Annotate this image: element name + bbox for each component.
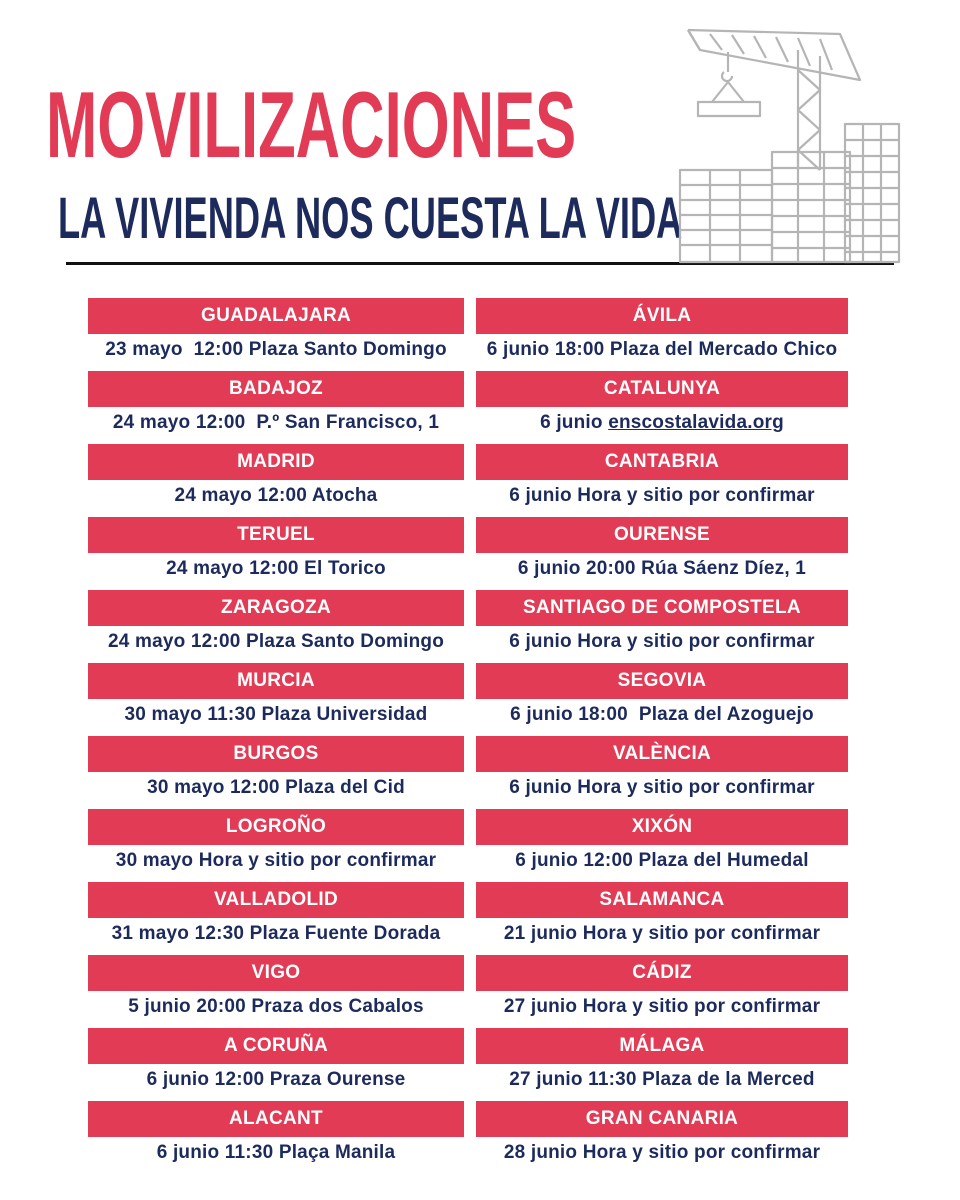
event-item: [476, 590, 848, 663]
event-detail: 27 junio Hora y sitio por confirmar: [503, 996, 821, 1017]
event-detail: 23 mayo 12:00 Plaza Santo Domingo: [105, 339, 447, 360]
event-item: [88, 590, 464, 663]
city-header: CÁDIZ: [476, 955, 848, 991]
event-detail: 6 junio Hora y sitio por confirmar: [509, 631, 815, 652]
event-item: [88, 955, 464, 1028]
event-detail: 30 mayo Hora y sitio por confirmar: [115, 850, 437, 871]
event-item: [88, 663, 464, 736]
city-header: GUADALAJARA: [88, 298, 464, 334]
poster-subtitle: LA VIVIENDA NOS CUESTA LA VIDA: [58, 186, 683, 251]
event-detail: 24 mayo 12:00 Atocha: [174, 485, 378, 506]
city-header: VIGO: [88, 955, 464, 991]
city-header: VALÈNCIA: [476, 736, 848, 772]
event-detail: 24 mayo 12:00 P.º San Francisco, 1: [112, 412, 440, 433]
website-link[interactable]: enscostalavida.org: [608, 412, 784, 433]
event-item: [88, 1028, 464, 1101]
event-detail: 28 junio Hora y sitio por confirmar: [503, 1142, 821, 1163]
city-header: ZARAGOZA: [88, 590, 464, 626]
event-date: 6 junio: [540, 412, 609, 433]
city-header: BADAJOZ: [88, 371, 464, 407]
event-item: [88, 517, 464, 590]
poster-title: MOVILIZACIONES: [46, 72, 577, 177]
event-item: [476, 298, 848, 371]
event-detail: 24 mayo 12:00 Plaza Santo Domingo: [107, 631, 445, 652]
event-item: [476, 1101, 848, 1174]
city-header: SANTIAGO DE COMPOSTELA: [476, 590, 848, 626]
city-header: SEGOVIA: [476, 663, 848, 699]
event-detail: 6 junio 20:00 Rúa Sáenz Díez, 1: [517, 558, 807, 579]
event-detail: 6 junio 11:30 Plaça Manila: [156, 1142, 396, 1163]
events-left-column: [88, 298, 464, 1174]
city-header: TERUEL: [88, 517, 464, 553]
city-header: MURCIA: [88, 663, 464, 699]
event-item: [476, 663, 848, 736]
city-header: ÁVILA: [476, 298, 848, 334]
event-item: [476, 955, 848, 1028]
event-item: [88, 371, 464, 444]
event-detail: 6 junio Hora y sitio por confirmar: [509, 777, 815, 798]
city-header: XIXÓN: [476, 809, 848, 845]
event-item: [88, 444, 464, 517]
event-item: [88, 809, 464, 882]
event-detail: 6 junio 12:00 Praza Ourense: [146, 1069, 406, 1090]
event-item: [476, 444, 848, 517]
event-detail: 6 junio 12:00 Plaza del Humedal: [515, 850, 809, 871]
event-detail: 5 junio 20:00 Praza dos Cabalos: [128, 996, 424, 1017]
event-detail: 6 junio 18:00 Plaza del Azoguejo: [510, 704, 814, 725]
event-item: [88, 882, 464, 955]
city-header: LOGROÑO: [88, 809, 464, 845]
event-item: [476, 809, 848, 882]
city-header: SALAMANCA: [476, 882, 848, 918]
event-item: [476, 1028, 848, 1101]
event-detail: 30 mayo 11:30 Plaza Universidad: [124, 704, 428, 725]
event-item: [476, 517, 848, 590]
city-header: CANTABRIA: [476, 444, 848, 480]
event-item: [88, 298, 464, 371]
city-header: MÁLAGA: [476, 1028, 848, 1064]
event-item: [476, 882, 848, 955]
event-detail: 30 mayo 12:00 Plaza del Cid: [147, 777, 405, 798]
event-item: [88, 736, 464, 809]
event-item: [476, 371, 848, 444]
event-detail: 27 junio 11:30 Plaza de la Merced: [509, 1069, 815, 1090]
event-detail: 6 junio Hora y sitio por confirmar: [509, 485, 815, 506]
event-item: [88, 1101, 464, 1174]
city-header: BURGOS: [88, 736, 464, 772]
city-header: CATALUNYA: [476, 371, 848, 407]
city-header: GRAN CANARIA: [476, 1101, 848, 1137]
event-detail: 24 mayo 12:00 El Torico: [166, 558, 386, 579]
event-detail: 6 junio 18:00 Plaza del Mercado Chico: [486, 339, 838, 360]
city-header: VALLADOLID: [88, 882, 464, 918]
city-header: MADRID: [88, 444, 464, 480]
city-header: ALACANT: [88, 1101, 464, 1137]
event-detail: 31 mayo 12:30 Plaza Fuente Dorada: [111, 923, 441, 944]
event-detail: [476, 407, 848, 444]
event-detail: 21 junio Hora y sitio por confirmar: [503, 923, 821, 944]
event-item: [476, 736, 848, 809]
city-header: A CORUÑA: [88, 1028, 464, 1064]
events-right-column: [476, 298, 848, 1174]
construction-crane-and-buildings-icon: [670, 20, 910, 270]
city-header: OURENSE: [476, 517, 848, 553]
